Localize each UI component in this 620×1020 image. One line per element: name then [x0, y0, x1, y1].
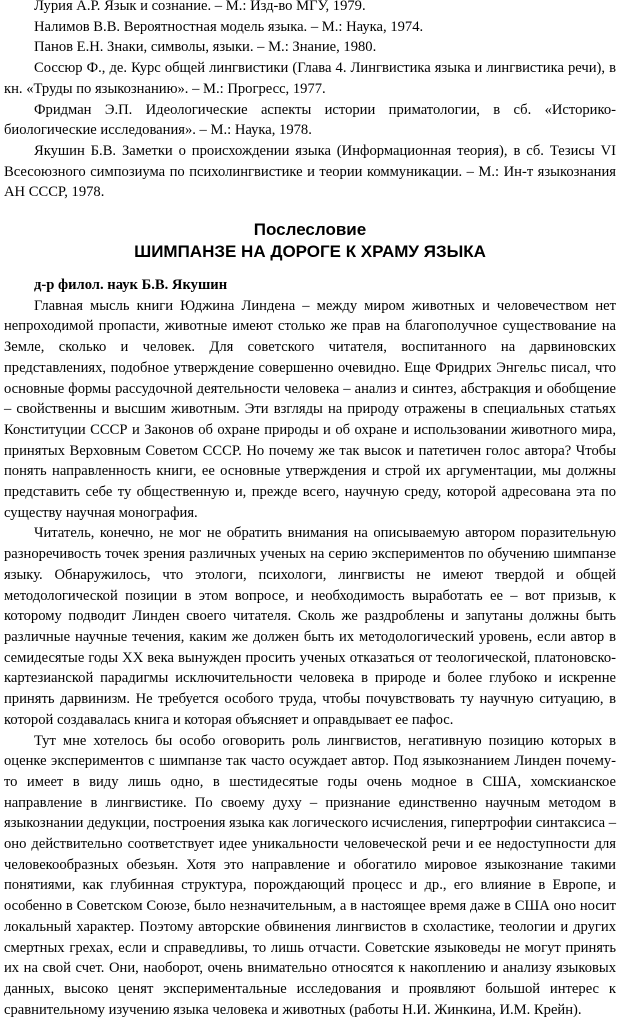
- paragraph: Тут мне хотелось бы особо оговорить роль лингвистов, негативную позицию которых в оценке экспериментов с шимпанзе так часто осуждает автор. Под языкознанием Линден почему-то имеет в виду лишь одно, в шестидесятые годы очень модное в США, хомскианское направление в лингвистике. По своему духу – признание единственно научным методом в языкознании дедукции, построения языка как логического исчисления, гипертрофии синтаксиса – оно действительно соответствует идее уникальности человеческой речи и ее недоступности для человекообразных обезьян. Хотя это направление и обогатило мировое языкознание такими понятиями, как глубинная структура, порождающий процесс и др., его влияние в Европе, и особенно в Советском Союзе, было незначительным, а в настоящее время даже в США оно носит локальный характер. Поэтому авторские обвинения лингвистов в схоластике, теологии и других смертных грехах, если и справедливы, то лишь отчасти. Советские языковеды не могут принять их на свой счет. Они, наоборот, очень внимательно относятся к накоплению и анализу языковых данных, высоко ценят экспериментальные исследования и проявляют большой интерес к сравнительному изучению языка человека и животных (работы Н.И. Жинкина, И.М. Крейн).: [4, 731, 616, 1020]
- section-heading: [4, 219, 616, 263]
- reference-item: Якушин Б.В. Заметки о происхождении языка (Информационная теория), в сб. Тезисы VI Всесоюзного симпозиума по психолингвистике и теории коммуникации. – М.: Ин-т языкознания АН СССР, 1978.: [4, 141, 616, 203]
- body-text: [4, 296, 616, 1020]
- paragraph: Главная мысль книги Юджина Линдена – между миром животных и человечеством нет непроходимой пропасти, животные имеют столько же прав на благополучное существование на Земле, сколько и человек. Для советского читателя, воспитанного на дарвиновских представлениях, подобное утверждение совершенно очевидно. Еще Фридрих Энгельс писал, что основные формы рассудочной деятельности человека – анализ и синтез, абстракция и обобщение – свойственны и высшим животным. Эти взгляды на природу отражены в специальных статьях Конституции СССР и Законов об охране природы и об охране и использовании животного мира, принятых Верховным Советом СССР. Но почему же так высок и патетичен голос автора? Чтобы понять направленность книги, ее основные утверждения и строй их аргументации, мы должны представить себе ту общественную и, прежде всего, научную среду, которой адресована эта по существу научная монография.: [4, 296, 616, 524]
- paragraph: Читатель, конечно, не мог не обратить внимания на описываемую автором поразительную разноречивость точек зрения различных ученых на серию экспериментов по обучению шимпанзе языку. Обнаружилось, что этологи, психологи, лингвисты не имеют твердой и общей методологической позиции в этом вопросе, и необходимость выработать ее – вот призыв, к которому подводит Линден своего читателя. Сколь же раздроблены и запутаны должны быть различные научные течения, каким же должен быть их методологический уровень, если автор в семидесятые годы XX века вынужден просить ученых отказаться от теологической, платоновско-картезианской парадигмы исключительности человека в природе и более глубоко и искренне принять дарвинизм. Не требуется особого труда, чтобы почувствовать ту научную ситуацию, в которой создавалась книга и которая объясняет и оправдывает ее пафос.: [4, 523, 616, 730]
- reference-item: Лурия А.Р. Язык и сознание. – М.: Изд-во МГУ, 1979.: [4, 0, 616, 17]
- reference-item: Панов Е.Н. Знаки, символы, языки. – М.: Знание, 1980.: [4, 37, 616, 58]
- author-line: д-р филол. наук Б.В. Якушин: [4, 275, 616, 296]
- reference-item: Соссюр Ф., де. Курс общей лингвистики (Глава 4. Лингвистика языка и лингвистика речи), в кн. «Труды по языкознанию». – М.: Прогресс, 1977.: [4, 58, 616, 99]
- section-subtitle: ШИМПАНЗЕ НА ДОРОГЕ К ХРАМУ ЯЗЫКА: [4, 241, 616, 263]
- reference-item: Налимов В.В. Вероятностная модель языка. – М.: Наука, 1974.: [4, 17, 616, 38]
- section-title: Послесловие: [4, 219, 616, 241]
- reference-list: [4, 0, 616, 203]
- reference-item: Фридман Э.П. Идеологические аспекты истории приматологии, в сб. «Историко-биологические исследования». – М.: Наука, 1978.: [4, 100, 616, 141]
- document-page: [4, 0, 616, 1020]
